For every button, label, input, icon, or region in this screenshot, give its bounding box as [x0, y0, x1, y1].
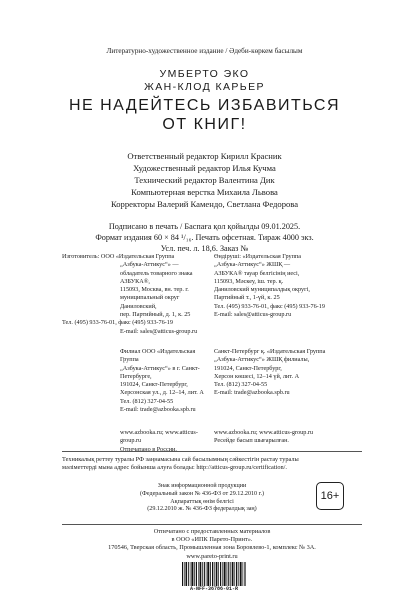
credit-line: Технический редактор Валентина Дик	[134, 175, 275, 185]
publisher-line: Тел. (495) 933-76-01, факс (495) 933-76-19	[214, 302, 325, 310]
printed-country: Отпечатано в России.	[120, 445, 177, 453]
publisher-line: муниципальный округ Даниловский,	[120, 294, 180, 310]
branch-line: Херсон көшесі, 12–14 үй, лит. А	[214, 372, 300, 380]
printed-by	[62, 528, 362, 561]
printed-line: www.pareto-print.ru	[186, 552, 238, 560]
branch-line: Херсонская ул., д. 12–14, лит. А	[120, 389, 204, 397]
author-name: ЖАН-КЛОД КАРЬЕР	[144, 81, 265, 93]
age-rating-badge: 16+	[316, 482, 344, 510]
age-line: Знак информационной продукции	[157, 483, 247, 489]
publisher-block	[62, 253, 362, 349]
credit-line: Корректоры Валерий Камендо, Светлана Федорова	[110, 199, 299, 209]
printed-country: Ресейде басып шығарылған.	[214, 437, 289, 445]
branch-line: 191024, Санкт-Петербург,	[120, 381, 188, 389]
website-link[interactable]: www.azbooka.ru; www.atticus-group.ru	[214, 429, 314, 436]
barcode-label: A-NFF-36786-01-R	[189, 586, 238, 592]
branch-line: Санкт-Петербург қ. «Издательская Группа	[214, 348, 326, 355]
publisher-line: Тел. (495) 933-76-01, факс (495) 933-76-19	[62, 319, 173, 327]
credit-line: Компьютерная верстка Михаила Львова	[131, 187, 278, 197]
print-line: Усл. печ. л. 18,6. Заказ №	[160, 243, 249, 253]
branch-line: E-mail: trade@azbooka.spb.ru	[214, 389, 290, 397]
publisher-line: Изготовитель: ООО «Издательская Группа	[62, 253, 175, 260]
credit-line: Ответственный редактор Кирилл Красник	[127, 151, 282, 161]
printed-line: Отпечатано с предоставленных материалов	[153, 528, 271, 535]
regulation-note	[62, 456, 362, 472]
printed-line: в ООО «ИПК Парето-Принт».	[171, 536, 253, 544]
print-line: Формат издания 60 × 84 ¹/₁₆. Печать офсетная. Тираж 4000 экз.	[95, 232, 314, 242]
publisher-line: обладатель товарного знака АЗБУКА®,	[120, 269, 193, 285]
title-line: ОТ КНИГ!	[162, 116, 247, 133]
publisher-line: 115093, Москва, вн. тер. г.	[120, 286, 189, 294]
publisher-line: „Азбука-Аттикус“» —	[120, 261, 179, 269]
branch-ru	[62, 348, 210, 414]
publisher-line: „Азбука-Аттикус“» ЖШҚ —	[214, 261, 291, 269]
divider	[62, 451, 362, 452]
publisher-line: Даниловский муниципалдық округі,	[214, 286, 310, 294]
age-line: (Федеральный закон № 436-ФЗ от 29.12.2010 г.)	[140, 490, 264, 497]
sites-kz	[214, 429, 364, 446]
print-line: Подписано в печать / Баспаға қол қойылды 09.01.2025.	[108, 222, 301, 231]
regulation-line: мәліметтерді мына адрес бойынша алуға болады: http://atticus-group.ru/certification/.	[62, 464, 287, 472]
branch-line: „Азбука-Аттикус“» в г. Санкт-Петербурге,	[120, 364, 200, 380]
age-rating-text	[102, 483, 302, 514]
website-link[interactable]: www.azbooka.ru; www.atticus-group.ru	[120, 429, 198, 445]
print-info	[0, 222, 409, 254]
branch-line: E-mail: trade@azbooka.spb.ru	[120, 406, 196, 414]
publisher-line: 115093, Мәскеу, іш. тер. қ.	[214, 277, 284, 285]
publisher-ru	[62, 253, 210, 336]
age-line: Ақпараттық өнім белгісі	[170, 498, 234, 505]
publisher-line: пер. Партийный, д. 1, к. 25	[120, 311, 191, 319]
authors	[0, 68, 409, 94]
publisher-line: E-mail: sales@atticus-group.ru	[214, 311, 292, 319]
regulation-line: Техникалық реттеу туралы РФ заңнамасына сай басылымның сәйкестігін растау туралы	[62, 456, 299, 463]
printed-line: 170546, Тверская область, Промышленная зона Боровлево-1, комплекс № 3А.	[108, 544, 316, 552]
publisher-kz	[214, 253, 364, 319]
barcode-icon	[182, 562, 246, 586]
branch-block	[62, 348, 362, 426]
edition-type: Литературно-художественное издание / Әдеби-көркем басылым	[106, 47, 303, 55]
publisher-line: E-mail: sales@atticus-group.ru	[120, 327, 198, 335]
branch-line: Филиал ООО «Издательская Группа	[120, 348, 196, 364]
title-line: НЕ НАДЕЙТЕСЬ ИЗБАВИТЬСЯ	[68, 97, 341, 114]
age-rating-block	[62, 480, 362, 524]
publisher-line: АЗБУКА® тауар белгісінің иесі,	[214, 269, 300, 277]
publisher-line: Өндіруші: «Издательская Группа	[214, 253, 301, 260]
age-line: (29.12.2010 ж. № 436-ФЗ федералдық заң)	[147, 506, 257, 513]
branch-kz	[214, 348, 364, 398]
author-name: УМБЕРТО ЭКО	[159, 68, 250, 80]
sites-block	[62, 429, 362, 453]
branch-line: Тел. (812) 327-04-55	[214, 381, 268, 389]
book-title	[0, 96, 409, 134]
branch-line: 191024, Санкт-Петербург,	[214, 364, 282, 372]
branch-line: „Азбука-Аттикус“» ЖШҚ филиалы,	[214, 356, 310, 364]
branch-line: Тел. (812) 327-04-55	[120, 397, 174, 405]
divider	[62, 524, 362, 525]
credit-line: Художественный редактор Илья Кучма	[133, 163, 276, 173]
publisher-line: Партийный т., 1-үй, к. 25	[214, 294, 280, 302]
credits	[0, 150, 409, 210]
